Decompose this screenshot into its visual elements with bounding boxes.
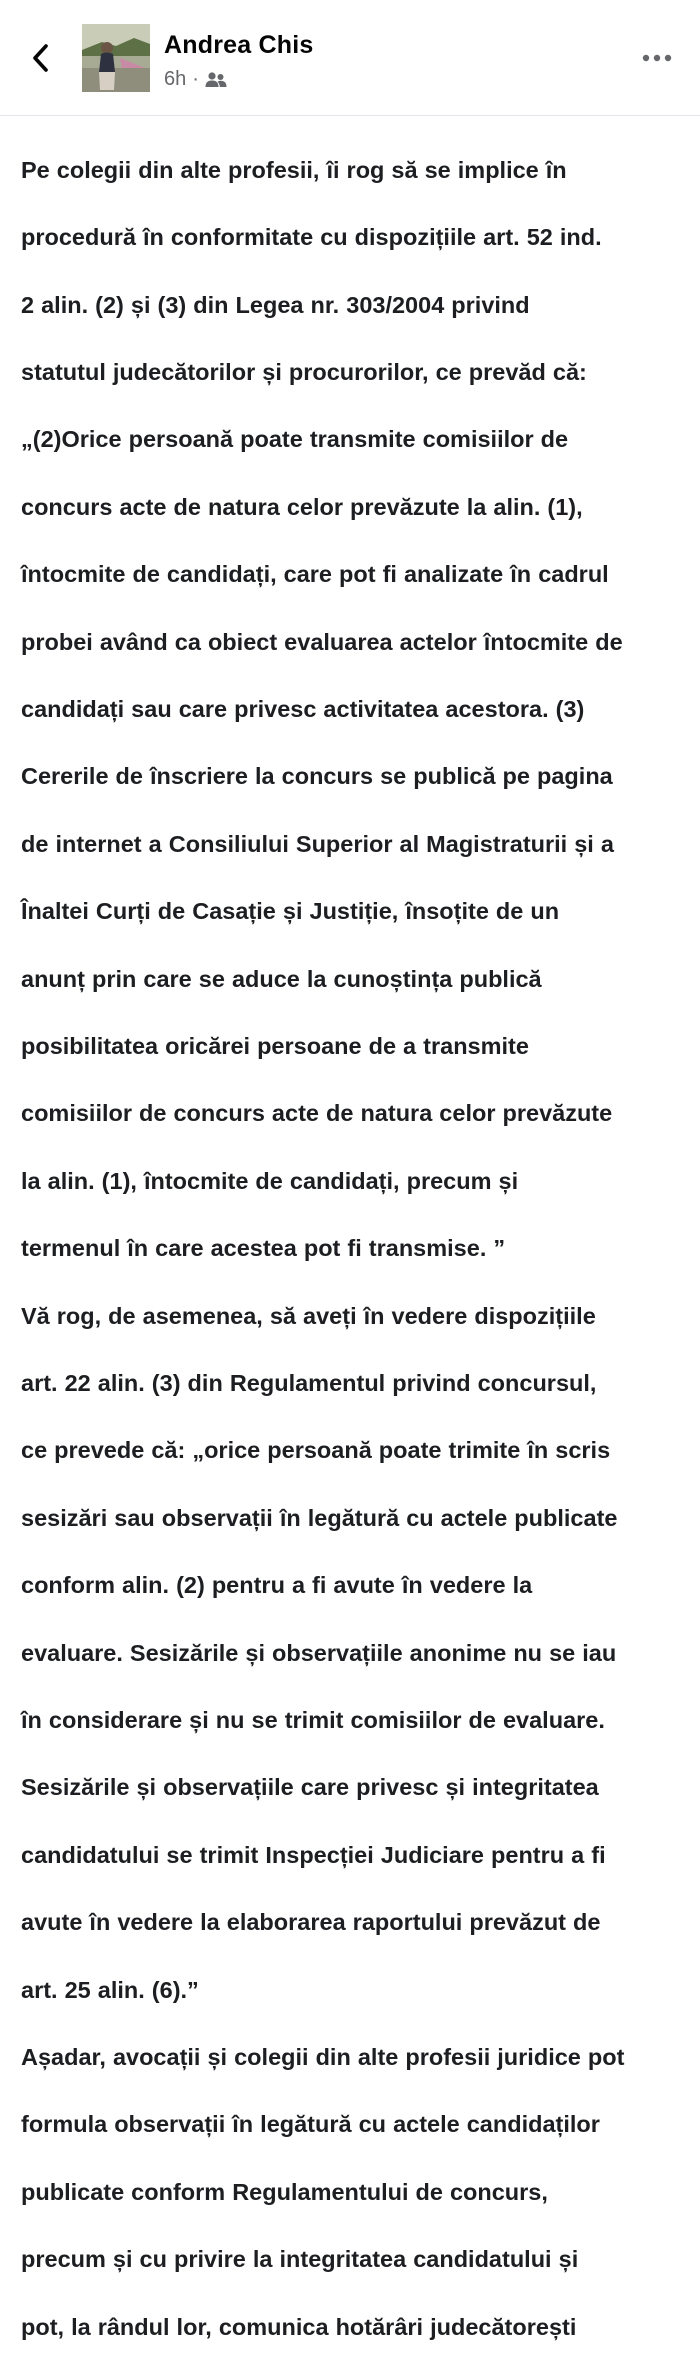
post-line: avute în vedere la elaborarea raportului prevăzut de xyxy=(21,1909,601,1936)
post-line: publicate conform Regulamentului de concurs, xyxy=(21,2178,548,2205)
post-line: Sesizările și observațiile care privesc și integritatea xyxy=(21,1774,599,1801)
post-line: candidatului se trimit Inspecției Judiciare pentru a fi xyxy=(21,1841,606,1868)
post-line: termenul în care acestea pot fi transmise. ” xyxy=(21,1235,506,1262)
post-line: Cererile de înscriere la concurs se publică pe pagina xyxy=(21,763,613,790)
post-line: probei având ca obiect evaluarea actelor întocmite de xyxy=(21,628,623,655)
avatar[interactable] xyxy=(82,24,150,92)
post-line: 2 alin. (2) și (3) din Legea nr. 303/2004 privind xyxy=(21,291,530,318)
post-line: ce prevede că: „orice persoană poate trimite în scris xyxy=(21,1437,611,1464)
post-line: art. 22 alin. (3) din Regulamentul privind concursul, xyxy=(21,1370,597,1397)
friends-icon[interactable] xyxy=(205,71,227,89)
post-line: conform alin. (2) pentru a fi avute în vedere la xyxy=(21,1572,533,1599)
post-line: pot, la rândul lor, comunica hotărâri judecătorești xyxy=(21,2313,577,2340)
more-horizontal-icon xyxy=(642,54,672,62)
post-time[interactable]: 6h xyxy=(164,68,187,90)
post-line: evaluare. Sesizările și observațiile anonime nu se iau xyxy=(21,1639,617,1666)
post-line: „(2)Orice persoană poate transmite comisiilor de xyxy=(21,426,569,453)
author-name[interactable]: Andrea Chis xyxy=(164,31,314,59)
post-header xyxy=(0,0,700,116)
chevron-left-icon xyxy=(31,43,51,73)
post-line: Vă rog, de asemenea, să aveți în vedere dispozițiile xyxy=(21,1302,596,1329)
scroll-fade xyxy=(0,1215,700,1229)
post-line: întocmite de candidați, care pot fi analizate în cadrul xyxy=(21,561,609,588)
post-line: posibilitatea oricărei persoane de a transmite xyxy=(21,1032,529,1059)
post-line: precum și cu privire la integritatea candidatului și xyxy=(21,2246,579,2273)
back-button[interactable] xyxy=(24,38,58,78)
post-line: procedură în conformitate cu dispozițiile art. 52 ind. xyxy=(21,224,602,251)
post-line: la alin. (1), întocmite de candidați, precum și xyxy=(21,1167,519,1194)
post-line: formula observații în legătură cu actele candidaților xyxy=(21,2111,600,2138)
post-line: statutul judecătorilor și procurorilor, ce prevăd că: xyxy=(21,358,587,385)
post-line: de internet a Consiliului Superior al Magistraturii și a xyxy=(21,830,614,857)
more-options-button[interactable] xyxy=(640,44,674,72)
post-line: Pe colegii din alte profesii, îi rog să se implice în xyxy=(21,156,567,183)
post-line: sesizări sau observații în legătură cu actele publicate xyxy=(21,1504,618,1531)
post-line: comisiilor de concurs acte de natura celor prevăzute xyxy=(21,1100,613,1127)
post-body xyxy=(21,120,696,2378)
post-line: concurs acte de natura celor prevăzute la alin. (1), xyxy=(21,493,583,520)
avatar-photo xyxy=(82,24,150,92)
post-line: Așadar, avocații și colegii din alte profesii juridice pot xyxy=(21,2044,625,2071)
post-line: Înaltei Curți de Casație și Justiție, însoțite de un xyxy=(21,898,560,925)
meta-separator: · xyxy=(192,68,199,90)
post-meta xyxy=(164,68,227,91)
post-line: art. 25 alin. (6).” xyxy=(21,1976,199,2003)
post-line: în considerare și nu se trimit comisiilor de evaluare. xyxy=(21,1707,605,1734)
post-line: anunț prin care se aduce la cunoștința publică xyxy=(21,965,542,992)
post-line: candidați sau care privesc activitatea acestora. (3) xyxy=(21,695,585,722)
